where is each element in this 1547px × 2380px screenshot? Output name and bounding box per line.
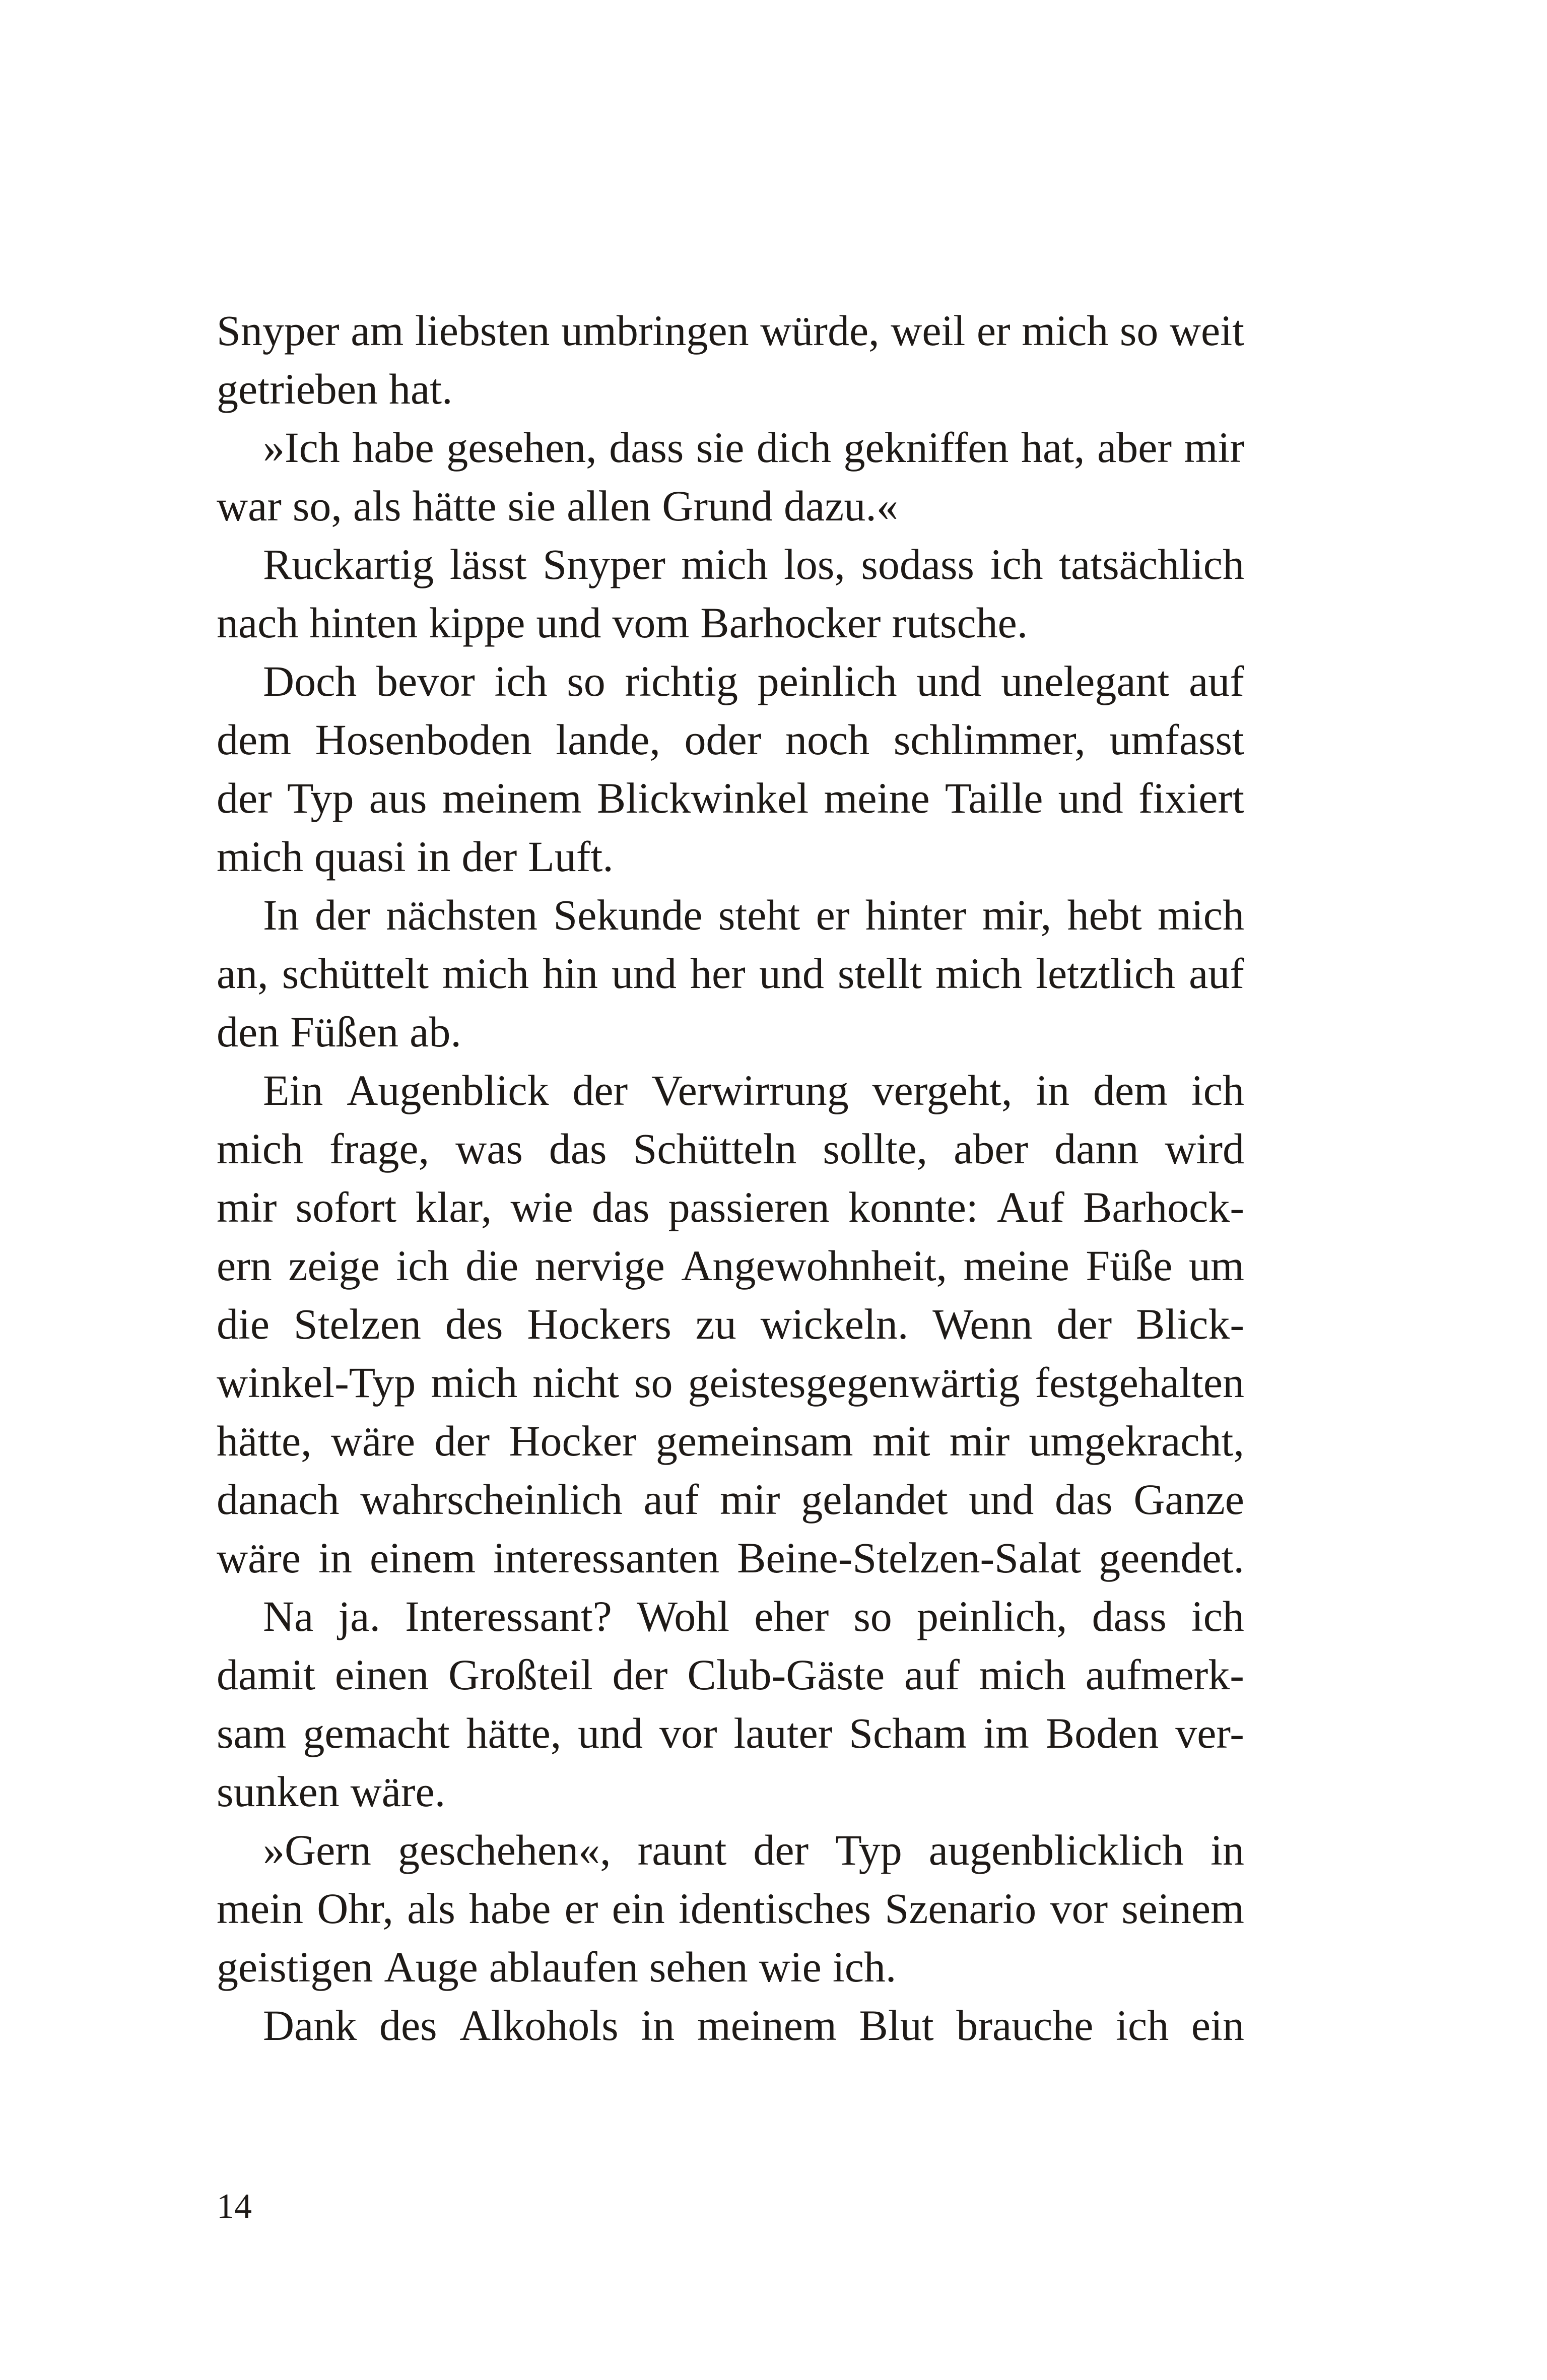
text-line: wäre in einem interessanten Beine-Stelzen-Salat geendet.	[217, 1534, 1244, 1582]
text-line: den Füßen ab.	[217, 1008, 461, 1056]
text-line: sam gemacht hätte, und vor lauter Scham im Boden ver-	[217, 1709, 1244, 1757]
text-line: Doch bevor ich so richtig peinlich und unelegant auf	[263, 657, 1244, 705]
text-line: mein Ohr, als habe er ein identisches Szenario vor seinem	[217, 1884, 1244, 1933]
text-line: war so, als hätte sie allen Grund dazu.«	[217, 482, 898, 530]
text-line: an, schüttelt mich hin und her und stellt mich letztlich auf	[217, 949, 1244, 998]
text-line: mich frage, was das Schütteln sollte, aber dann wird	[217, 1125, 1244, 1173]
text-line: ern zeige ich die nervige Angewohnheit, meine Füße um	[217, 1241, 1244, 1290]
text-line: mir sofort klar, wie das passieren konnte: Auf Barhock-	[217, 1183, 1244, 1231]
text-line: geistigen Auge ablaufen sehen wie ich.	[217, 1943, 897, 1991]
text-line: nach hinten kippe und vom Barhocker rutsche.	[217, 599, 1028, 647]
text-line: die Stelzen des Hockers zu wickeln. Wenn der Blick-	[217, 1300, 1244, 1348]
text-line: In der nächsten Sekunde steht er hinter mir, hebt mich	[263, 891, 1244, 939]
text-line: damit einen Großteil der Club-Gäste auf mich aufmerk-	[217, 1650, 1244, 1699]
text-line: Dank des Alkohols in meinem Blut brauche ich ein	[263, 2001, 1244, 2050]
text-line: Na ja. Interessant? Wohl eher so peinlich, dass ich	[263, 1592, 1244, 1640]
text-line: sunken wäre.	[217, 1767, 446, 1816]
text-line: getrieben hat.	[217, 365, 453, 413]
text-line: »Ich habe gesehen, dass sie dich gekniffen hat, aber mir	[263, 423, 1244, 472]
text-line: der Typ aus meinem Blickwinkel meine Taille und fixiert	[217, 774, 1244, 822]
text-line: danach wahrscheinlich auf mir gelandet und das Ganze	[217, 1475, 1244, 1524]
text-line: Ein Augenblick der Verwirrung vergeht, in dem ich	[263, 1066, 1244, 1114]
text-line: mich quasi in der Luft.	[217, 832, 614, 881]
text-line: dem Hosenboden lande, oder noch schlimmer, umfasst	[217, 715, 1244, 764]
text-line: Snyper am liebsten umbringen würde, weil er mich so weit	[217, 306, 1244, 355]
text-line: Ruckartig lässt Snyper mich los, sodass ich tatsächlich	[263, 540, 1244, 588]
text-line: »Gern geschehen«, raunt der Typ augenblicklich in	[263, 1826, 1244, 1874]
text-line: winkel-Typ mich nicht so geistesgegenwärtig festgehalten	[217, 1358, 1244, 1407]
text-line: hätte, wäre der Hocker gemeinsam mit mir umgekracht,	[217, 1417, 1244, 1465]
page-number: 14	[217, 2187, 252, 2226]
